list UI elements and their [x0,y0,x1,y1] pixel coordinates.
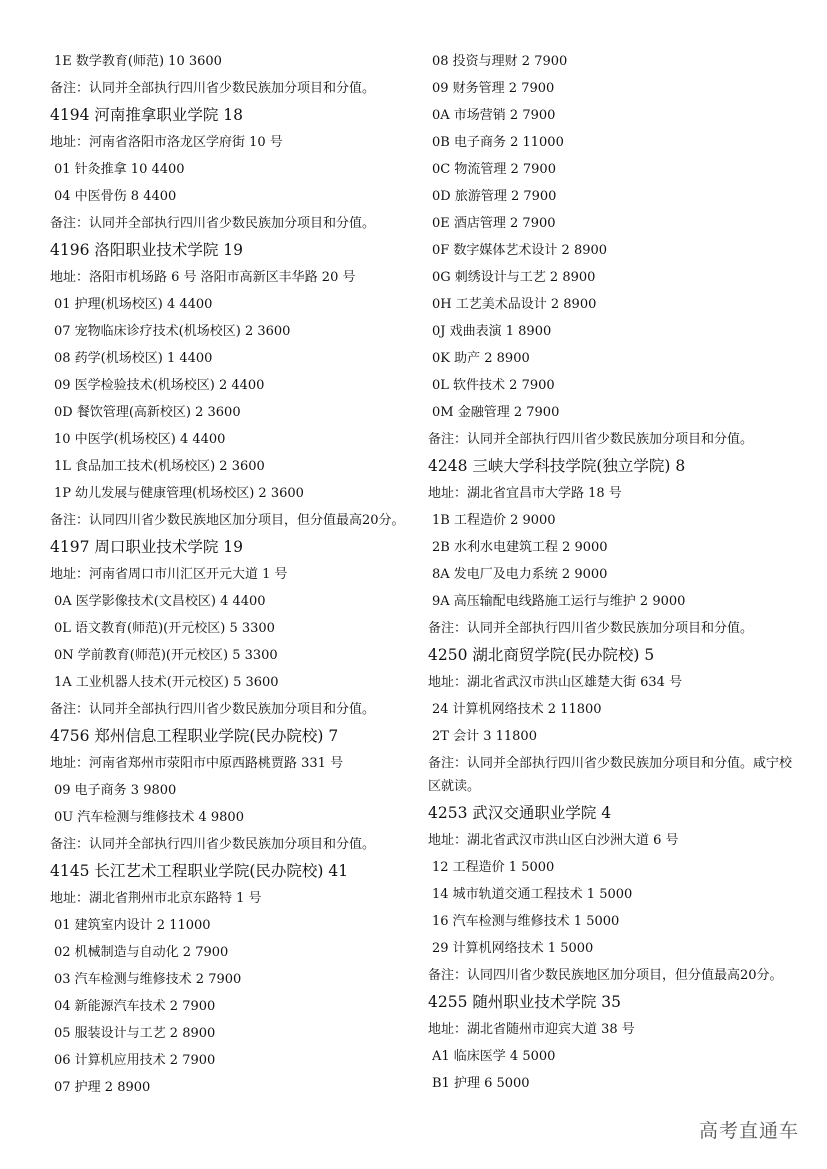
major-item: 0C 物流管理 2 7900 [432,162,556,177]
major-item: 0N 学前教育(师范)(开元校区) 5 3300 [54,648,278,663]
watermark-text: 高考直通车 [698,1120,799,1142]
major-item: 0L 语文教育(师范)(开元校区) 5 3300 [54,621,275,636]
remark-line: 备注：认同并全部执行四川省少数民族加分项目和分值。咸宁校区就读。 [428,756,793,794]
major-item: 1P 幼儿发展与健康管理(机场校区) 2 3600 [54,486,304,501]
institution-heading: 4255 随州职业技术学院 35 [428,993,622,1011]
major-item: 04 新能源汽车技术 2 7900 [54,999,216,1014]
major-item: 0U 汽车检测与维修技术 4 9800 [54,810,244,825]
address-line: 地址：河南省郑州市荥阳市中原西路桃贾路 331 号 [50,756,344,771]
major-item: 09 财务管理 2 7900 [432,81,555,96]
major-item: 24 计算机网络技术 2 11800 [432,702,602,717]
major-item: 09 医学检验技术(机场校区) 2 4400 [54,378,265,393]
institution-heading: 4196 洛阳职业技术学院 19 [50,241,244,259]
major-item: 0L 软件技术 2 7900 [432,378,555,393]
major-item: 04 中医骨伤 8 4400 [54,189,177,204]
major-item: 09 电子商务 3 9800 [54,783,177,798]
major-item: 1A 工业机器人技术(开元校区) 5 3600 [54,675,279,690]
major-item: 12 工程造价 1 5000 [432,860,555,875]
address-line: 地址：河南省洛阳市洛龙区学府街 10 号 [50,135,283,150]
major-item: 10 中医学(机场校区) 4 4400 [54,432,226,447]
institution-heading: 4197 周口职业技术学院 19 [50,538,244,556]
major-item: 0F 数字媒体艺术设计 2 8900 [432,243,608,258]
major-item: 07 护理 2 8900 [54,1080,151,1095]
major-item: 03 汽车检测与维修技术 2 7900 [54,972,242,987]
major-item: 16 汽车检测与维修技术 1 5000 [432,914,620,929]
institution-heading: 4194 河南推拿职业学院 18 [50,106,244,124]
remark-line: 备注：认同并全部执行四川省少数民族加分项目和分值。 [50,837,376,852]
major-item: 1L 食品加工技术(机场校区) 2 3600 [54,459,265,474]
institution-heading: 4250 湖北商贸学院(民办院校) 5 [428,646,655,664]
major-item: 0A 医学影像技术(文昌校区) 4 4400 [54,594,266,609]
major-item: 08 投资与理财 2 7900 [432,54,568,69]
major-item: A1 临床医学 4 5000 [432,1049,556,1064]
address-line: 地址：河南省周口市川汇区开元大道 1 号 [50,567,288,582]
address-line: 地址：湖北省武汉市洪山区雄楚大街 634 号 [428,675,683,690]
major-item: 0K 助产 2 8900 [432,351,530,366]
major-item: 2B 水利水电建筑工程 2 9000 [432,540,608,555]
major-item: 0H 工艺美术品设计 2 8900 [432,297,597,312]
major-item: 0D 旅游管理 2 7900 [432,189,557,204]
major-item: 0M 金融管理 2 7900 [432,405,560,420]
remark-line: 备注：认同并全部执行四川省少数民族加分项目和分值。 [50,81,376,96]
major-item: 02 机械制造与自动化 2 7900 [54,945,229,960]
major-item: 0E 酒店管理 2 7900 [432,216,556,231]
major-item: 2T 会计 3 11800 [432,729,537,744]
institution-heading: 4756 郑州信息工程职业学院(民办院校) 7 [50,727,339,745]
major-item: 01 护理(机场校区) 4 4400 [54,297,213,312]
left-column [50,48,418,1101]
major-item: 0D 餐饮管理(高新校区) 2 3600 [54,405,241,420]
remark-line: 备注：认同并全部执行四川省少数民族加分项目和分值。 [50,216,376,231]
right-column [428,48,800,1097]
remark-line: 备注：认同并全部执行四川省少数民族加分项目和分值。 [428,432,754,447]
major-item: 01 针灸推拿 10 4400 [54,162,185,177]
major-item: 05 服装设计与工艺 2 8900 [54,1026,216,1041]
major-item: 0J 戏曲表演 1 8900 [432,324,552,339]
major-item: 1E 数学教育(师范) 10 3600 [54,54,222,69]
major-item: 0A 市场营销 2 7900 [432,108,556,123]
major-item: 1B 工程造价 2 9000 [432,513,556,528]
address-line: 地址：湖北省随州市迎宾大道 38 号 [428,1022,635,1037]
remark-line: 备注：认同四川省少数民族地区加分项目，但分值最高20分。 [428,968,783,983]
institution-heading: 4248 三峡大学科技学院(独立学院) 8 [428,457,686,475]
major-item: 07 宠物临床诊疗技术(机场校区) 2 3600 [54,324,291,339]
institution-heading: 4253 武汉交通职业学院 4 [428,804,612,822]
address-line: 地址：洛阳市机场路 6 号 洛阳市高新区丰华路 20 号 [50,270,356,285]
major-item: 08 药学(机场校区) 1 4400 [54,351,213,366]
remark-line: 备注：认同并全部执行四川省少数民族加分项目和分值。 [50,702,376,717]
remark-line: 备注：认同并全部执行四川省少数民族加分项目和分值。 [428,621,754,636]
major-item: 06 计算机应用技术 2 7900 [54,1053,216,1068]
major-item: 29 计算机网络技术 1 5000 [432,941,594,956]
address-line: 地址：湖北省荆州市北京东路特 1 号 [50,891,262,906]
major-item: B1 护理 6 5000 [432,1076,530,1091]
address-line: 地址：湖北省宜昌市大学路 18 号 [428,486,622,501]
major-item: 0G 刺绣设计与工艺 2 8900 [432,270,596,285]
major-item: 14 城市轨道交通工程技术 1 5000 [432,887,633,902]
institution-heading: 4145 长江艺术工程职业学院(民办院校) 41 [50,862,349,880]
major-item: 01 建筑室内设计 2 11000 [54,918,211,933]
remark-line: 备注：认同四川省少数民族地区加分项目，但分值最高20分。 [50,513,405,528]
major-item: 0B 电子商务 2 11000 [432,135,564,150]
address-line: 地址：湖北省武汉市洪山区白沙洲大道 6 号 [428,833,679,848]
major-item: 9A 高压输配电线路施工运行与维护 2 9000 [432,594,686,609]
major-item: 8A 发电厂及电力系统 2 9000 [432,567,608,582]
